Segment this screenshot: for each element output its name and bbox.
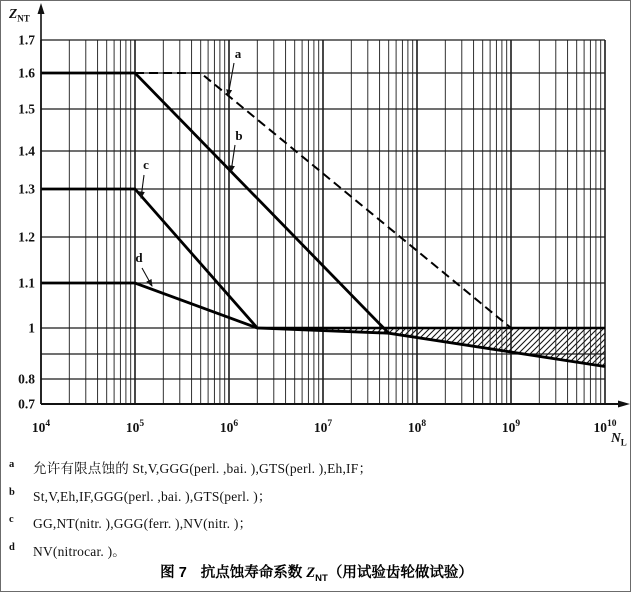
footnote-text: 允许有限点蚀的 St,V,GGG(perl. ,bai. ),GTS(perl. ),Eh,IF； [33,461,373,476]
svg-text:1.1: 1.1 [18,275,35,291]
hatched-band [257,328,605,367]
curve-label-c [141,157,149,198]
caption-text-post: （用试验齿轮做试验） [327,565,473,581]
x-axis [41,401,630,408]
svg-text:106: $10^6$ [219,419,239,435]
svg-text:108: $10^8$ [407,419,427,435]
footnote-c [7,514,628,533]
svg-text:1.2: 1.2 [18,229,35,245]
caption-symbol-sub: NT [315,572,328,584]
y-axis-label: $Z_{NT}$ [9,6,30,24]
svg-text:1.6: 1.6 [18,65,35,81]
x-tick-labels [32,419,617,435]
svg-text:1.3: 1.3 [18,181,35,197]
znt-chart [1,1,631,451]
svg-text:1: 1 [28,320,35,336]
footnote-text: St,V,Eh,IF,GGG(perl. ,bai. ),GTS(perl. )； [33,488,272,504]
svg-text:a: a [234,46,242,61]
footnote-marker: a [9,459,15,470]
curve-label-arrow-icon [141,175,144,198]
chart-svg [1,1,631,451]
footnote-text: GG,NT(nitr. ),GGG(ferr. ),NV(nitr. )； [33,516,253,531]
svg-text:105: $10^5$ [125,419,145,435]
svg-text:b: b [235,128,243,143]
footnote-b [7,487,628,506]
svg-text:104: $10^4$ [31,419,51,435]
x-axis-label: $N_L$ [611,430,627,448]
caption-text-pre: 抗点蚀寿命系数 [200,565,307,581]
figure-number: 图 7 [160,565,187,581]
curve-label-arrow-icon [231,145,235,172]
svg-text:1010: $10^{10}$ [593,419,617,435]
footnote-marker: b [9,486,15,498]
svg-text:107: $10^7$ [313,419,333,435]
curve-label-b [231,128,243,172]
footnote-marker: d [9,541,15,553]
footnote-marker: c [9,514,14,525]
svg-text:0.8: 0.8 [18,371,35,387]
curve-label-d [135,250,152,286]
svg-text:0.7: 0.7 [18,396,35,412]
curve-b [41,73,389,333]
y-axis-arrow-icon [38,3,45,14]
svg-text:1.5: 1.5 [18,101,35,117]
x-axis-arrow-icon [618,401,630,408]
footnote-list [1,453,631,569]
svg-text:d: d [135,250,143,265]
footnote-text: NV(nitrocar. )。 [33,543,126,559]
footnote-a [7,459,628,478]
figure-caption [1,561,631,584]
footnote-d [7,542,628,561]
y-tick-labels [18,33,35,412]
svg-text:1.7: 1.7 [18,32,35,48]
curve-label-a [228,46,242,96]
svg-text:c: c [143,157,149,172]
caption-symbol: Z [306,565,316,581]
y-axis [38,3,45,404]
svg-text:109: $10^9$ [501,419,521,435]
svg-text:1.4: 1.4 [18,143,35,159]
